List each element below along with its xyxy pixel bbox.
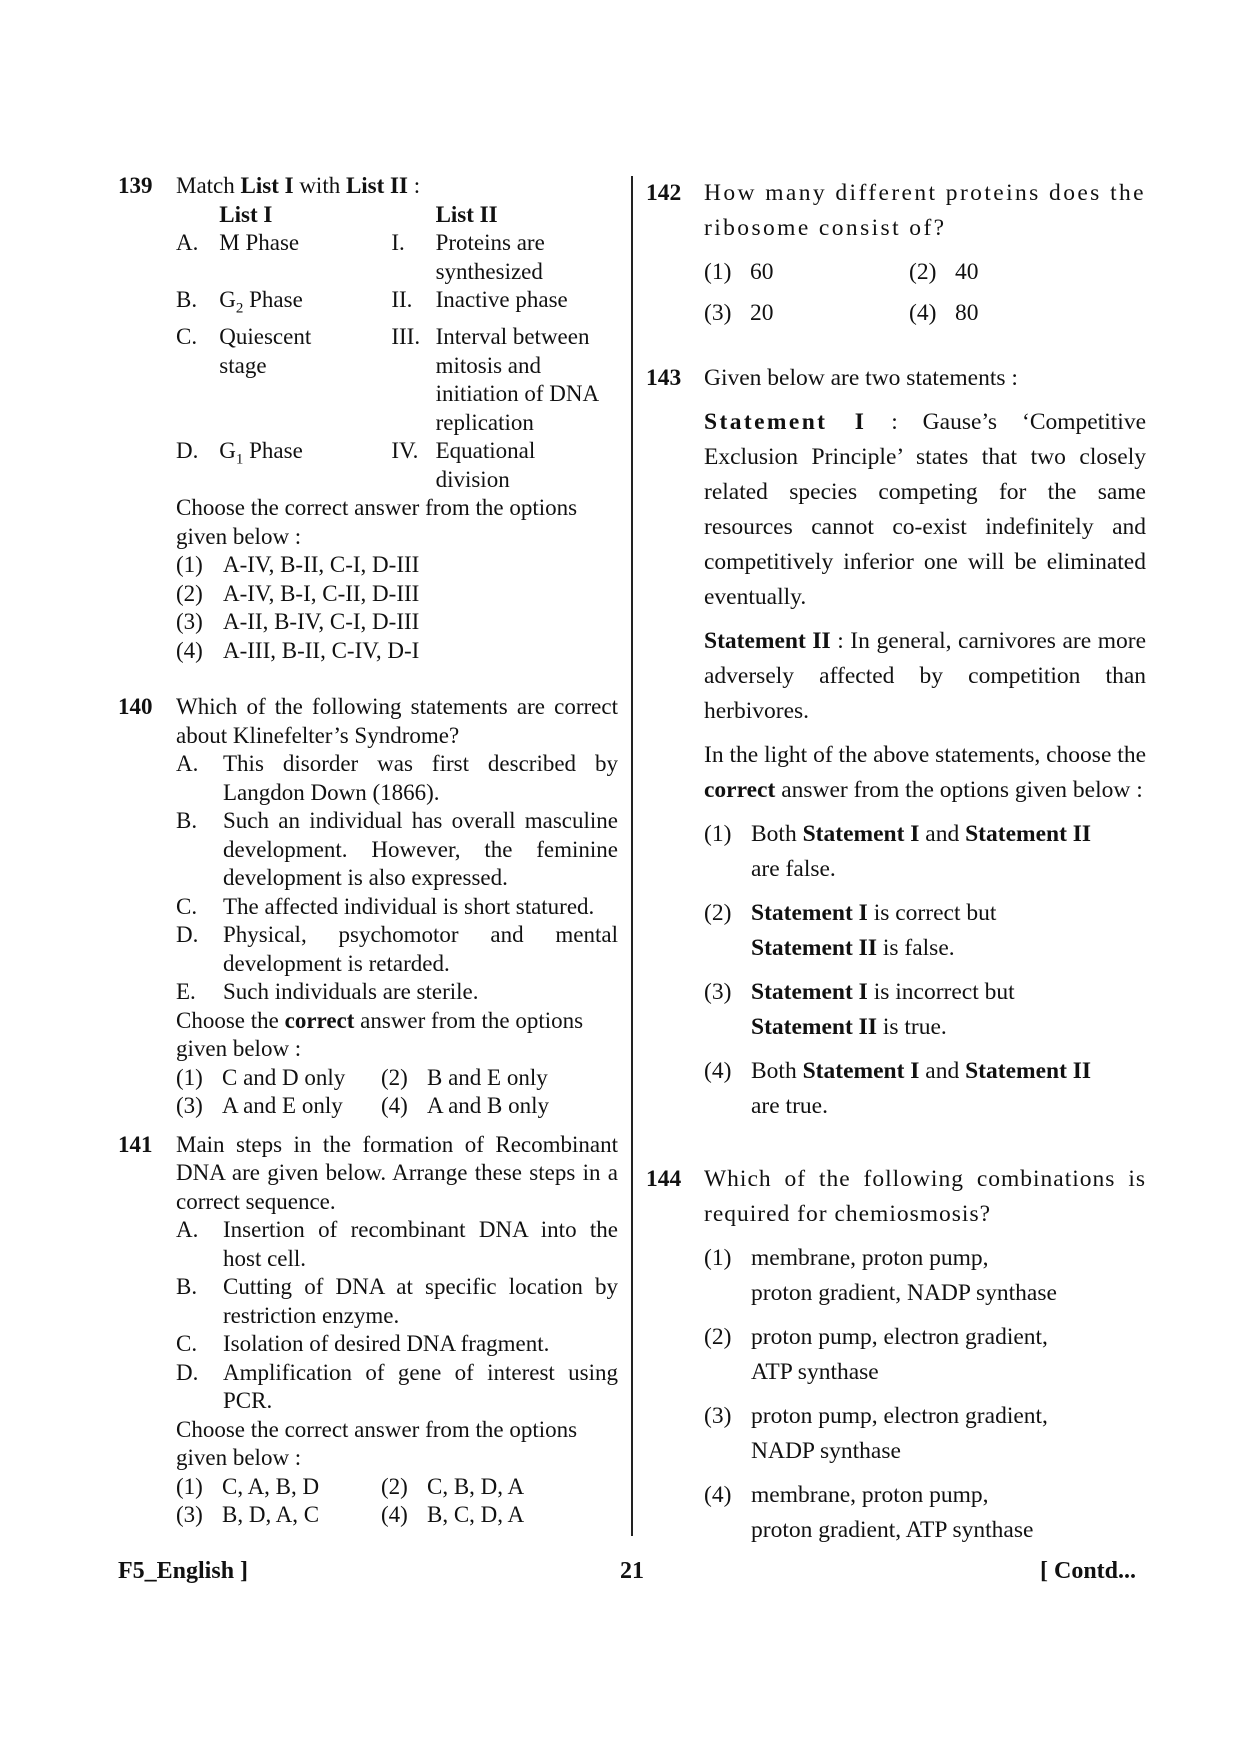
option[interactable]: (3) Statement I is incorrect but Statement II is true. <box>704 979 1015 1040</box>
options-row <box>704 255 1146 290</box>
question-text: Which of the following combinations is required for chemiosmosis? <box>704 1166 1146 1227</box>
list1-header: List I <box>219 201 273 227</box>
list-item: D. Physical, psychomotor and mental development is retarded. <box>176 922 618 976</box>
list-item: C. The affected individual is short statured. <box>176 893 595 919</box>
question-142 <box>646 176 1146 331</box>
question-number: 142 <box>646 180 682 206</box>
table-row: A. M Phase I. Proteins are synthesized <box>176 230 545 284</box>
option[interactable]: (1) membrane, proton pump, proton gradient, NADP synthase <box>704 1245 1057 1306</box>
question-144 <box>646 1162 1146 1548</box>
question-number: 139 <box>118 173 153 198</box>
option[interactable]: (1) C, A, B, D <box>176 1473 320 1499</box>
options-row <box>704 296 1146 331</box>
table-row: B. $G_2$ Phase II. Inactive phase <box>176 287 568 317</box>
question-text: Main steps in the formation of Recombinant DNA are given below. Arrange these steps in a correct sequence. <box>176 1131 618 1214</box>
options-row <box>176 1473 618 1502</box>
question-141 <box>118 1131 618 1530</box>
question-number: 140 <box>118 694 153 720</box>
option[interactable]: (1) C and D only <box>176 1064 346 1090</box>
option[interactable]: (4) 80 <box>909 300 979 326</box>
question-number: 143 <box>646 365 682 391</box>
options-row <box>176 1064 618 1093</box>
left-column <box>118 172 618 1530</box>
choose-text: Choose the correct answer from the options given below : <box>176 1416 578 1471</box>
question-text: Given below are two statements : <box>704 365 1018 391</box>
table-row: D. $G_1$ Phase IV. Equational division <box>176 438 536 492</box>
list-item: A. This disorder was first described by Langdon Down (1866). <box>176 751 618 805</box>
question-number: 144 <box>646 1166 682 1192</box>
choose-text: In the light of the above statements, choose the correct answer from the options given below : <box>704 742 1146 803</box>
option[interactable]: (4) membrane, proton pump, proton gradient, ATP synthase <box>704 1482 1034 1543</box>
option[interactable]: (1) 60 <box>704 259 774 285</box>
question-number: 141 <box>118 1131 153 1157</box>
options-row <box>176 1092 618 1121</box>
option[interactable]: (1) A-IV, B-II, C-I, D-III <box>176 552 420 578</box>
option[interactable]: (2) A-IV, B-I, C-II, D-III <box>176 580 420 606</box>
option[interactable]: (2) Statement I is correct but Statement II is false. <box>704 900 997 961</box>
option[interactable]: (3) 20 <box>704 300 774 326</box>
option[interactable]: (4) A and B only <box>381 1093 550 1119</box>
list-item: A. Insertion of recombinant DNA into the host cell. <box>176 1217 618 1271</box>
option[interactable]: (3) A and E only <box>176 1093 343 1119</box>
question-140 <box>118 693 618 1121</box>
option[interactable]: (3) proton pump, electron gradient, NADP synthase <box>704 1403 1048 1464</box>
footer-page-number: 21 <box>620 1558 644 1584</box>
column-divider <box>631 176 633 1536</box>
option[interactable]: (4) B, C, D, A <box>381 1502 525 1528</box>
option[interactable]: (4) Both Statement I and Statement II are true. <box>704 1058 1092 1119</box>
option[interactable]: (2) C, B, D, A <box>381 1473 525 1499</box>
list-item: B. Cutting of DNA at specific location by restriction enzyme. <box>176 1274 618 1328</box>
question-text: Match List I with List II : <box>176 173 421 198</box>
option[interactable]: (4) A-III, B-II, C-IV, D-I <box>176 637 420 663</box>
list-item: D. Amplification of gene of interest using PCR. <box>176 1359 618 1414</box>
option[interactable]: (2) 40 <box>909 259 979 285</box>
option[interactable]: (2) B and E only <box>381 1064 548 1090</box>
options-row <box>176 1501 618 1530</box>
right-column <box>646 176 1146 1548</box>
statement-1: Statement I : Gause’s ‘Competitive Exclusion Principle’ states that two closely related species competing for the same resources cannot co-exist indefinitely and competitively inferior one will be eliminated eventually. <box>704 409 1146 610</box>
choose-text: Choose the correct answer from the options given below : <box>176 495 578 549</box>
footer-paper-code: F5_English ] <box>118 1558 249 1584</box>
choose-text: Choose the correct answer from the options given below : <box>176 1007 584 1062</box>
question-139 <box>118 172 618 665</box>
option[interactable]: (3) B, D, A, C <box>176 1502 320 1528</box>
question-143 <box>646 361 1146 1124</box>
list-item: B. Such an individual has overall masculine development. However, the feminine development is also expressed. <box>176 808 618 891</box>
option[interactable]: (3) A-II, B-IV, C-I, D-III <box>176 609 420 635</box>
option[interactable]: (2) proton pump, electron gradient, ATP synthase <box>704 1324 1048 1385</box>
list2-header: List II <box>435 201 498 227</box>
question-text: Which of the following statements are correct about Klinefelter’s Syndrome? <box>176 694 618 748</box>
option[interactable]: (1) Both Statement I and Statement II are false. <box>704 821 1092 882</box>
statement-2: Statement II : In general, carnivores are more adversely affected by competition than herbivores. <box>704 628 1146 724</box>
list-item: C. Isolation of desired DNA fragment. <box>176 1331 550 1357</box>
footer-contd: [ Contd... <box>1040 1558 1137 1584</box>
match-table <box>176 201 618 495</box>
question-text: How many different proteins does the ribosome consist of? <box>704 180 1146 241</box>
table-row: C. Quiescent stage III. Interval between mitosis and initiation of DNA replication <box>176 324 598 435</box>
list-item: E. Such individuals are sterile. <box>176 979 479 1005</box>
